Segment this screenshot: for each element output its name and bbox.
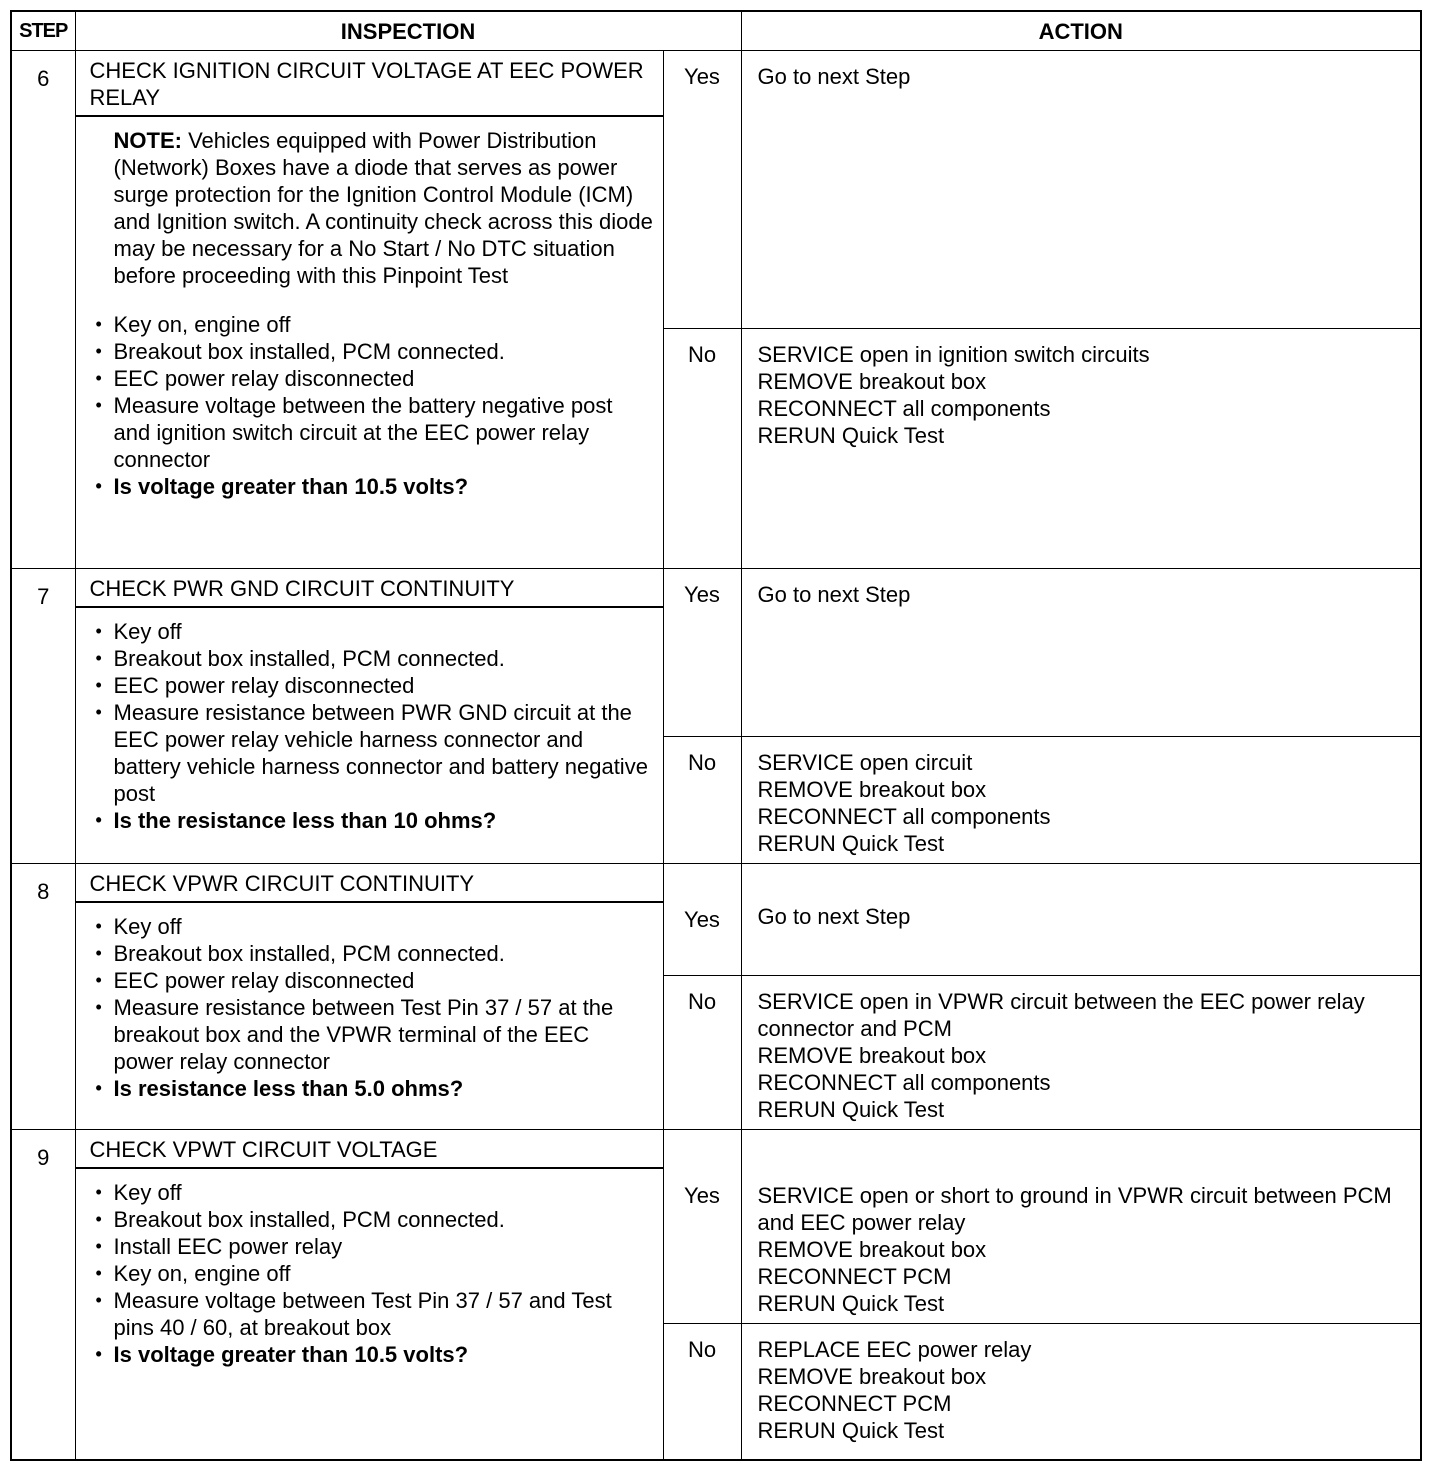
step-6-yes-row — [11, 51, 1421, 329]
action-line: REPLACE EEC power relay — [757, 1337, 1032, 1362]
inspection-body — [76, 1169, 663, 1376]
action-line: RERUN Quick Test — [757, 1418, 945, 1443]
result-yes: Yes — [663, 864, 741, 976]
inspection-body — [76, 903, 663, 1110]
step-8-yes-row — [11, 864, 1421, 976]
result-yes: Yes — [663, 569, 741, 737]
action-line: REMOVE breakout box — [757, 777, 987, 802]
inspection-body — [76, 608, 663, 842]
action-line: REMOVE breakout box — [757, 369, 987, 394]
check-item: • Key on, engine off — [90, 311, 655, 338]
check-item: • Install EEC power relay — [90, 1233, 655, 1260]
step-7-yes-row — [11, 569, 1421, 737]
result-no: No — [663, 976, 741, 1130]
check-item: • Breakout box installed, PCM connected. — [90, 940, 655, 967]
action-line: RERUN Quick Test — [757, 1291, 945, 1316]
check-item: • EEC power relay disconnected — [90, 967, 655, 994]
check-list — [90, 618, 655, 834]
check-item: • Key off — [90, 1179, 655, 1206]
action-line: REMOVE breakout box — [757, 1237, 987, 1262]
check-item: • Key on, engine off — [90, 1260, 655, 1287]
action-line: SERVICE open in VPWR circuit between the EEC power relay connector and PCM — [757, 989, 1365, 1041]
action-line: RECONNECT PCM — [757, 1391, 952, 1416]
action-cell — [741, 51, 1421, 329]
inspection-body — [76, 117, 663, 508]
header-step: STEP — [11, 11, 75, 51]
action-cell — [741, 569, 1421, 737]
action-cell — [741, 976, 1421, 1130]
inspection-cell — [75, 51, 663, 569]
action-cell — [741, 329, 1421, 569]
check-list — [90, 1179, 655, 1368]
note-text: Vehicles equipped with Power Distribution (Network) Boxes have a diode that serves as power surge protection for the Ignition Control Module (ICM) and Ignition switch. A continuity check across this diode may be necessary for a No Start / No DTC situation before proceeding with this Pinpoint Test — [113, 128, 653, 288]
result-no: No — [663, 329, 741, 569]
question: • Is the resistance less than 10 ohms? — [90, 807, 655, 834]
inspection-cell — [75, 569, 663, 864]
check-item: • EEC power relay disconnected — [90, 672, 655, 699]
action-line: SERVICE open in ignition switch circuits — [757, 342, 1150, 367]
action-cell — [741, 1324, 1421, 1460]
step-title: CHECK PWR GND CIRCUIT CONTINUITY — [76, 569, 663, 608]
check-item: • Measure voltage between the battery negative post and ignition switch circuit at the EEC power relay connector — [90, 392, 655, 473]
action-line: RECONNECT PCM — [757, 1264, 952, 1289]
question: • Is voltage greater than 10.5 volts? — [90, 1341, 655, 1368]
question: • Is voltage greater than 10.5 volts? — [90, 473, 655, 500]
note-label: NOTE: — [113, 128, 182, 153]
action-line: Go to next Step — [757, 64, 911, 89]
action-cell — [741, 864, 1421, 976]
inspection-cell — [75, 864, 663, 1130]
check-item: • Breakout box installed, PCM connected. — [90, 1206, 655, 1233]
header-row — [11, 11, 1421, 51]
result-no: No — [663, 1324, 741, 1460]
step-title: CHECK VPWR CIRCUIT CONTINUITY — [76, 864, 663, 903]
action-line: RERUN Quick Test — [757, 1097, 945, 1122]
check-item: • Measure resistance between Test Pin 37 / 57 at the breakout box and the VPWR terminal of the EEC power relay connector — [90, 994, 655, 1075]
action-line: REMOVE breakout box — [757, 1364, 987, 1389]
action-line: RECONNECT all components — [757, 1070, 1051, 1095]
note — [90, 127, 655, 289]
action-line: RECONNECT all components — [757, 804, 1051, 829]
check-item: • Breakout box installed, PCM connected. — [90, 645, 655, 672]
action-line: SERVICE open circuit — [757, 750, 973, 775]
step-9-yes-row — [11, 1130, 1421, 1324]
step-title: CHECK VPWT CIRCUIT VOLTAGE — [76, 1130, 663, 1169]
action-cell — [741, 1130, 1421, 1324]
check-item: • Key off — [90, 618, 655, 645]
check-list — [90, 913, 655, 1102]
inspection-cell — [75, 1130, 663, 1460]
check-item: • Measure resistance between PWR GND circuit at the EEC power relay vehicle harness connector and battery vehicle harness connector and battery negative post — [90, 699, 655, 807]
action-line: Go to next Step — [757, 904, 911, 929]
result-yes: Yes — [663, 51, 741, 329]
check-list — [90, 311, 655, 500]
result-no: No — [663, 737, 741, 864]
question: • Is resistance less than 5.0 ohms? — [90, 1075, 655, 1102]
step-number: 7 — [11, 569, 75, 864]
check-item: • Measure voltage between Test Pin 37 / 57 and Test pins 40 / 60, at breakout box — [90, 1287, 655, 1341]
action-line: Go to next Step — [757, 582, 911, 607]
check-item: • Key off — [90, 913, 655, 940]
step-number: 9 — [11, 1130, 75, 1460]
step-number: 8 — [11, 864, 75, 1130]
step-number: 6 — [11, 51, 75, 569]
action-line: SERVICE open or short to ground in VPWR circuit between PCM and EEC power relay — [757, 1183, 1392, 1235]
header-inspection: INSPECTION — [75, 11, 741, 51]
step-title: CHECK IGNITION CIRCUIT VOLTAGE AT EEC POWER RELAY — [76, 51, 663, 117]
action-line: RERUN Quick Test — [757, 831, 945, 856]
action-line: RERUN Quick Test — [757, 423, 945, 448]
action-line: REMOVE breakout box — [757, 1043, 987, 1068]
header-action: ACTION — [741, 11, 1421, 51]
check-item: • Breakout box installed, PCM connected. — [90, 338, 655, 365]
result-yes: Yes — [663, 1130, 741, 1324]
check-item: • EEC power relay disconnected — [90, 365, 655, 392]
action-line: RECONNECT all components — [757, 396, 1051, 421]
pinpoint-test-table — [10, 10, 1422, 1461]
action-cell — [741, 737, 1421, 864]
